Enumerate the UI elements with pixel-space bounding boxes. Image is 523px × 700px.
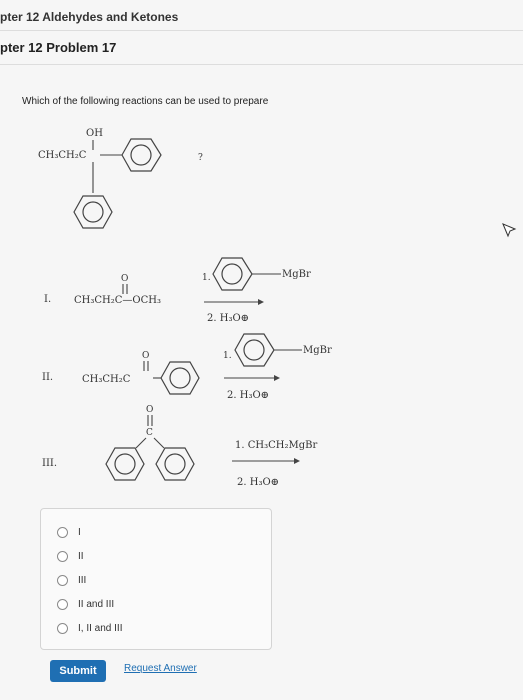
substrate-ester: CH₃CH₂C—OCH₃ <box>74 295 161 306</box>
carbonyl-oxygen: O <box>142 351 150 361</box>
problem-title: pter 12 Problem 17 <box>0 40 117 55</box>
grignard-label: MgBr <box>282 269 311 280</box>
option-i-ii-and-iii[interactable] <box>57 623 122 634</box>
reaction-numeral-iii: III. <box>42 458 58 469</box>
question-mark: ? <box>198 153 203 163</box>
benzene-ring <box>74 196 112 228</box>
option-label: II and III <box>78 599 115 610</box>
benzene-ring <box>161 362 199 394</box>
step-2-label: 2. H₃O⊕ <box>237 477 280 488</box>
submit-button[interactable]: Submit <box>50 660 106 682</box>
substrate-ketone: CH₃CH₂C <box>82 374 131 385</box>
radio-button[interactable] <box>57 551 68 562</box>
radio-button[interactable] <box>57 623 68 634</box>
option-iii[interactable] <box>57 575 86 586</box>
grignard-label: MgBr <box>303 345 332 356</box>
option-ii[interactable] <box>57 551 84 562</box>
mouse-cursor-icon <box>501 222 517 238</box>
benzene-ring <box>122 139 161 171</box>
option-ii-and-iii[interactable] <box>57 599 114 610</box>
carbonyl-carbon: C <box>146 428 153 438</box>
request-answer-link[interactable]: Request Answer <box>124 663 197 674</box>
radio-button[interactable] <box>57 575 68 586</box>
target-oh-label: OH <box>86 128 103 139</box>
step-1-label: 1. CH₃CH₂MgBr <box>235 440 318 451</box>
target-chain-label: CH₃CH₂C <box>38 150 87 161</box>
carbonyl-oxygen: O <box>146 405 154 415</box>
radio-button[interactable] <box>57 599 68 610</box>
option-label: I <box>78 527 81 538</box>
option-i[interactable] <box>57 527 81 538</box>
question-text: Which of the following reactions can be used to prepare <box>22 96 269 107</box>
step-2-label: 2. H₃O⊕ <box>207 313 250 324</box>
reaction-1 <box>44 258 311 324</box>
benzene-ring <box>156 448 194 480</box>
option-label: III <box>78 575 87 586</box>
step-1-number: 1. <box>223 351 232 361</box>
radio-button[interactable] <box>57 527 68 538</box>
reaction-2 <box>42 334 332 401</box>
target-molecule <box>38 128 203 228</box>
chapter-title: pter 12 Aldehydes and Ketones <box>0 10 179 24</box>
reaction-numeral-ii: II. <box>42 372 54 383</box>
carbonyl-oxygen: O <box>121 274 129 284</box>
benzene-ring <box>106 448 144 480</box>
benzene-ring <box>213 258 252 290</box>
answer-choices <box>40 508 272 650</box>
step-1-number: 1. <box>202 273 211 283</box>
reaction-numeral-i: I. <box>44 294 52 305</box>
option-label: I, II and III <box>78 623 123 634</box>
benzene-ring <box>235 334 274 366</box>
reaction-3 <box>42 405 317 488</box>
step-2-label: 2. H₃O⊕ <box>227 390 270 401</box>
option-label: II <box>78 551 84 562</box>
